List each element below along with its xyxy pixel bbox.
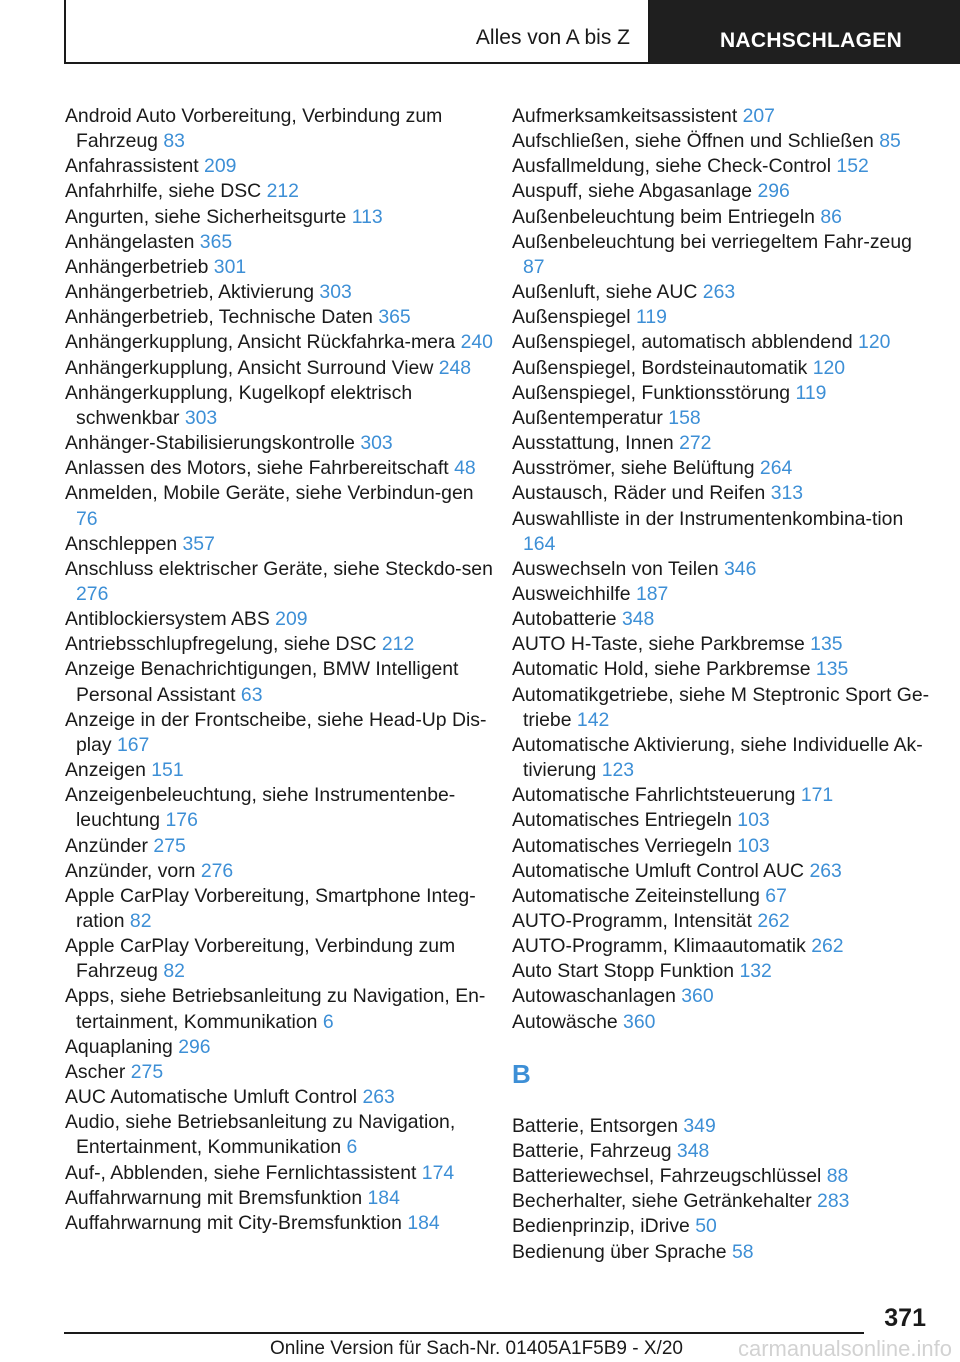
header-section-title: Alles von A bis Z [475, 26, 630, 49]
index-term: Außenspiegel [512, 306, 631, 329]
index-page-link[interactable]: 123 [601, 759, 635, 782]
index-column-left [65, 104, 495, 1236]
index-term: Bedienprinzip, iDrive [512, 1215, 690, 1238]
index-page-link[interactable]: 240 [460, 331, 493, 354]
index-entry [65, 758, 495, 783]
index-term: Batterie, Entsorgen [512, 1114, 678, 1137]
index-entry [65, 154, 495, 179]
index-page-link[interactable]: 120 [812, 356, 846, 379]
index-page-link[interactable]: 360 [681, 985, 714, 1008]
index-page-link[interactable]: 85 [879, 130, 901, 153]
index-term: Anhängerbetrieb, Aktivierung [65, 281, 315, 304]
index-term: Anhängerkupplung, Ansicht Surround View [65, 356, 434, 379]
index-page-link[interactable]: 119 [795, 381, 827, 404]
index-entry [65, 431, 495, 456]
index-entry [512, 984, 932, 1009]
index-page-link[interactable]: 360 [623, 1010, 656, 1033]
index-term: Ausweichhilfe [512, 582, 631, 605]
footer-version-text: Online Version für Sach-Nr. 01405A1F5B9 - X/20 [270, 1338, 683, 1359]
index-page-link[interactable]: 348 [621, 608, 655, 631]
index-entry [512, 431, 932, 456]
index-term: Außenluft, siehe AUC [512, 281, 698, 304]
index-term: Autowaschanlagen [512, 985, 676, 1008]
index-page-link[interactable]: 365 [199, 230, 233, 253]
index-term: Audio, siehe Betriebsanleitung zu Navigation, Entertainment, Kommunikation [65, 1111, 456, 1159]
index-term: Anhängerkupplung, Ansicht Rückfahrka-mera [65, 331, 456, 354]
index-page-link[interactable]: 276 [76, 582, 109, 605]
index-entry [65, 1060, 495, 1085]
index-entry [512, 1010, 932, 1035]
index-entry [65, 280, 495, 305]
index-term: Aufmerksamkeitsassistent [512, 105, 738, 127]
index-term: Bedienung über Sprache [512, 1240, 727, 1263]
index-page-link[interactable]: 167 [116, 733, 150, 756]
index-page-link[interactable]: 103 [737, 809, 770, 832]
index-entry [65, 708, 495, 758]
index-entry [65, 984, 495, 1034]
index-page-link[interactable]: 264 [759, 457, 793, 480]
index-entry [65, 1110, 495, 1160]
index-entry [512, 808, 932, 833]
index-entry [65, 104, 495, 154]
index-term: Ausströmer, siehe Belüftung [512, 457, 755, 480]
index-page-link[interactable]: 6 [346, 1136, 358, 1159]
index-page-link[interactable]: 212 [266, 180, 299, 203]
index-page-link[interactable]: 88 [826, 1165, 849, 1188]
index-term: Antriebsschlupfregelung, siehe DSC [65, 633, 377, 656]
index-entry [512, 104, 932, 129]
index-page-link[interactable]: 67 [765, 884, 787, 907]
index-term: Automatische Umluft Control AUC [512, 859, 805, 882]
index-page-link[interactable]: 132 [739, 960, 772, 983]
index-term: Android Auto Vorbereitung, Verbindung zum Fahrzeug [65, 105, 443, 153]
index-term: Anfahrassistent [65, 155, 199, 178]
index-entry [512, 783, 932, 808]
index-page-link[interactable]: 262 [757, 910, 790, 932]
index-entry [65, 657, 495, 707]
index-entry [65, 859, 495, 884]
index-entry [512, 884, 932, 909]
index-term: Auf-, Abblenden, siehe Fernlichtassistent [65, 1161, 417, 1184]
index-entry [512, 154, 932, 179]
index-term: Anzeige in der Frontscheibe, siehe Head-Up Dis-play [65, 708, 487, 756]
index-entry [65, 557, 495, 607]
index-term: AUC Automatische Umluft Control [65, 1086, 358, 1109]
index-term: Anhängerbetrieb [65, 255, 209, 278]
index-term: Außenspiegel, Funktionsstörung [512, 381, 791, 404]
index-entry [65, 230, 495, 255]
index-page-link[interactable]: 171 [800, 784, 834, 807]
index-page-link[interactable]: 348 [676, 1139, 710, 1162]
index-term: Anlassen des Motors, siehe Fahrbereitschaft [65, 457, 449, 480]
index-term: Anzeigenbeleuchtung, siehe Instrumentenbe-leuchtung [65, 784, 456, 832]
index-page-link[interactable]: 142 [576, 708, 610, 731]
index-entry [65, 1186, 495, 1211]
index-page-link[interactable]: 86 [820, 205, 842, 228]
index-page-link[interactable]: 296 [757, 180, 790, 203]
index-term: Automatisches Verriegeln [512, 834, 732, 857]
index-term: Austausch, Räder und Reifen [512, 482, 766, 505]
index-term: AUTO H-Taste, siehe Parkbremse [512, 633, 805, 656]
page-header [64, 0, 960, 66]
index-entry [512, 657, 932, 682]
index-entry [512, 909, 932, 934]
index-page-link[interactable]: 164 [523, 532, 556, 555]
index-term: Automatische Aktivierung, siehe Individuelle Ak-tivierung [512, 733, 923, 782]
index-page-link[interactable]: 184 [367, 1186, 400, 1209]
index-term: Anzünder, vorn [65, 859, 196, 882]
index-entry [65, 884, 495, 934]
index-page-link[interactable]: 303 [319, 281, 352, 304]
index-term: Autowäsche [512, 1010, 618, 1033]
index-page-link[interactable]: 276 [200, 859, 234, 882]
index-term: AUTO-Programm, Intensität [512, 910, 752, 932]
section-letter-b: B [512, 1058, 531, 1089]
index-entry [65, 255, 495, 280]
index-entry [65, 632, 495, 657]
index-term: Antiblockiersystem ABS [65, 608, 270, 631]
index-entry [65, 481, 495, 531]
index-entry [512, 330, 932, 355]
index-page-link[interactable]: 248 [438, 356, 472, 379]
index-page-link[interactable]: 176 [165, 809, 198, 832]
index-page-link[interactable]: 76 [76, 507, 98, 530]
index-term: Außentemperatur [512, 406, 663, 429]
index-entry [512, 859, 932, 884]
index-term: Becherhalter, siehe Getränkehalter [512, 1190, 812, 1213]
index-page-link[interactable]: 58 [731, 1240, 754, 1263]
index-page-link[interactable]: 103 [737, 834, 770, 857]
index-page-link[interactable]: 349 [683, 1114, 716, 1137]
index-term: Aquaplaning [65, 1035, 173, 1058]
index-term: Ausfallmeldung, siehe Check-Control [512, 155, 832, 178]
index-entry [65, 607, 495, 632]
index-term: Anfahrhilfe, siehe DSC [65, 180, 262, 203]
index-page-link[interactable]: 151 [151, 759, 184, 782]
index-page-link[interactable]: 63 [240, 683, 263, 706]
index-term: Außenspiegel, Bordsteinautomatik [512, 356, 808, 379]
index-entry [65, 305, 495, 330]
index-term: Auffahrwarnung mit Bremsfunktion [65, 1186, 363, 1209]
index-term: Apple CarPlay Vorbereitung, Smartphone Integ-ration [65, 884, 476, 932]
index-entry [512, 1189, 932, 1214]
index-term: Batteriewechsel, Fahrzeugschlüssel [512, 1165, 822, 1188]
index-page-link[interactable]: 87 [523, 255, 545, 278]
header-chapter-box [648, 0, 960, 64]
footer-divider [64, 1332, 864, 1334]
index-entry [65, 1035, 495, 1060]
index-page-link[interactable]: 263 [702, 281, 736, 304]
index-term: Aufschließen, siehe Öffnen und Schließen [512, 130, 874, 153]
index-term: Batterie, Fahrzeug [512, 1139, 672, 1162]
index-term: Anschleppen [65, 532, 178, 555]
index-page-link[interactable]: 263 [809, 859, 842, 882]
index-page-link[interactable]: 303 [360, 432, 393, 455]
index-entry [512, 607, 932, 632]
index-entry [512, 557, 932, 582]
index-entry [65, 934, 495, 984]
index-entry [512, 632, 932, 657]
header-section-box [64, 0, 648, 64]
index-entry [512, 733, 932, 783]
index-page-link[interactable]: 174 [421, 1161, 455, 1184]
index-page-link[interactable]: 212 [381, 633, 415, 656]
index-term: Angurten, siehe Sicherheitsgurte [65, 205, 347, 228]
index-term: Auspuff, siehe Abgasanlage [512, 180, 753, 203]
index-entry [512, 834, 932, 859]
index-term: Außenbeleuchtung beim Entriegeln [512, 205, 815, 228]
index-entry [512, 1139, 932, 1164]
index-term: Apps, siehe Betriebsanleitung zu Navigation, En-tertainment, Kommunikation [65, 985, 486, 1033]
index-page-link[interactable]: 113 [351, 205, 383, 228]
index-entry [512, 179, 932, 204]
index-term: Ascher [65, 1060, 126, 1083]
page-number: 371 [884, 1304, 926, 1332]
index-term: Apple CarPlay Vorbereitung, Verbindung zum Fahrzeug [65, 935, 456, 983]
index-entry [65, 356, 495, 381]
index-page-link[interactable]: 187 [635, 582, 669, 605]
index-entries-a [512, 104, 932, 1035]
index-page-link[interactable]: 50 [695, 1215, 717, 1238]
index-page-link[interactable]: 209 [204, 155, 237, 178]
index-page-link[interactable]: 135 [810, 633, 843, 656]
index-page-link[interactable]: 158 [668, 406, 701, 429]
index-entry [65, 1085, 495, 1110]
index-term: Autobatterie [512, 608, 617, 631]
index-entry [65, 532, 495, 557]
index-page-link[interactable]: 357 [182, 532, 215, 555]
index-entry [65, 330, 495, 355]
index-entry [512, 230, 932, 280]
index-entry [512, 406, 932, 431]
index-column-right [512, 104, 932, 1265]
index-page-link[interactable]: 272 [679, 432, 712, 455]
index-page-link[interactable]: 301 [213, 255, 247, 278]
index-entry [65, 381, 495, 431]
index-entry [512, 481, 932, 506]
index-term: Anmelden, Mobile Geräte, siehe Verbindun-gen [65, 482, 474, 505]
index-term: Anzeigen [65, 759, 146, 782]
index-page-link[interactable]: 184 [407, 1211, 440, 1234]
index-page-link[interactable]: 82 [163, 960, 185, 983]
index-entry [512, 205, 932, 230]
index-entry [65, 783, 495, 833]
index-page-link[interactable]: 275 [130, 1060, 164, 1083]
index-page-link[interactable]: 119 [635, 306, 667, 329]
index-term: Ausstattung, Innen [512, 432, 674, 455]
index-term: Anhänger-Stabilisierungskontrolle [65, 432, 355, 455]
index-entry [65, 834, 495, 859]
index-entry [512, 1214, 932, 1239]
index-term: Automatische Zeiteinstellung [512, 884, 760, 907]
index-page-link[interactable]: 120 [858, 331, 891, 354]
index-entry [512, 934, 932, 959]
index-page-link[interactable]: 313 [770, 482, 804, 505]
index-entry [512, 381, 932, 406]
index-term: Automatic Hold, siehe Parkbremse [512, 658, 811, 681]
index-page-link[interactable]: 262 [811, 935, 844, 958]
index-page-link[interactable]: 365 [378, 306, 411, 329]
index-term: Auto Start Stopp Funktion [512, 960, 735, 983]
index-page-link[interactable]: 346 [724, 557, 757, 580]
index-entry [512, 305, 932, 330]
index-entry [512, 356, 932, 381]
index-term: Anhängerkupplung, Kugelkopf elektrisch schwenkbar [65, 381, 413, 429]
index-page-link[interactable]: 263 [362, 1086, 395, 1109]
index-entries-b [512, 1114, 932, 1265]
index-entry [512, 959, 932, 984]
index-entry [65, 456, 495, 481]
index-page-link[interactable]: 82 [129, 910, 152, 932]
index-term: Auswahlliste in der Instrumentenkombina-tion [512, 507, 904, 530]
index-term: Auffahrwarnung mit City-Bremsfunktion [65, 1211, 402, 1234]
index-term: AUTO-Programm, Klimaautomatik [512, 935, 806, 958]
index-page-link[interactable]: 283 [817, 1190, 850, 1213]
index-entry [512, 507, 932, 557]
index-entry [512, 456, 932, 481]
index-term: Automatische Fahrlichtsteuerung [512, 784, 796, 807]
index-page-link[interactable]: 6 [322, 1010, 334, 1033]
index-entry [65, 1161, 495, 1186]
index-entry [512, 280, 932, 305]
index-entry [512, 1114, 932, 1139]
index-page-link[interactable]: 303 [184, 406, 218, 429]
index-term: Automatisches Entriegeln [512, 809, 732, 832]
index-entry [512, 582, 932, 607]
index-term: Anschluss elektrischer Geräte, siehe Steckdo-sen [65, 557, 493, 580]
index-term: Anhängelasten [65, 230, 195, 253]
watermark: carmanualsonline.info [737, 1336, 952, 1361]
index-entry [512, 129, 932, 154]
index-page-link[interactable]: 209 [275, 608, 308, 631]
index-page-link[interactable]: 83 [163, 130, 185, 153]
index-term: Anzünder [65, 834, 149, 857]
index-term: Außenspiegel, automatisch abblendend [512, 331, 853, 354]
index-term: Außenbeleuchtung bei verriegeltem Fahr-zeug [512, 230, 912, 253]
index-entry [65, 179, 495, 204]
index-page-link[interactable]: 296 [178, 1035, 211, 1058]
index-page-link[interactable]: 135 [815, 658, 849, 681]
index-page-link[interactable]: 207 [742, 105, 775, 127]
index-term: Automatikgetriebe, siehe M Steptronic Sport Ge-triebe [512, 683, 930, 731]
header-chapter-title: NACHSCHLAGEN [719, 29, 903, 52]
index-entry [512, 1240, 932, 1265]
index-page-link[interactable]: 275 [153, 834, 186, 857]
index-page-link[interactable]: 48 [454, 457, 476, 480]
index-term: Anzeige Benachrichtigungen, BMW Intelligent Personal Assistant [65, 658, 459, 706]
index-entry [65, 205, 495, 230]
index-entry [512, 1164, 932, 1189]
index-entry [65, 1211, 495, 1236]
index-term: Auswechseln von Teilen [512, 557, 719, 580]
index-term: Anhängerbetrieb, Technische Daten [65, 306, 373, 329]
index-entry [512, 683, 932, 733]
index-page-link[interactable]: 152 [836, 155, 869, 178]
